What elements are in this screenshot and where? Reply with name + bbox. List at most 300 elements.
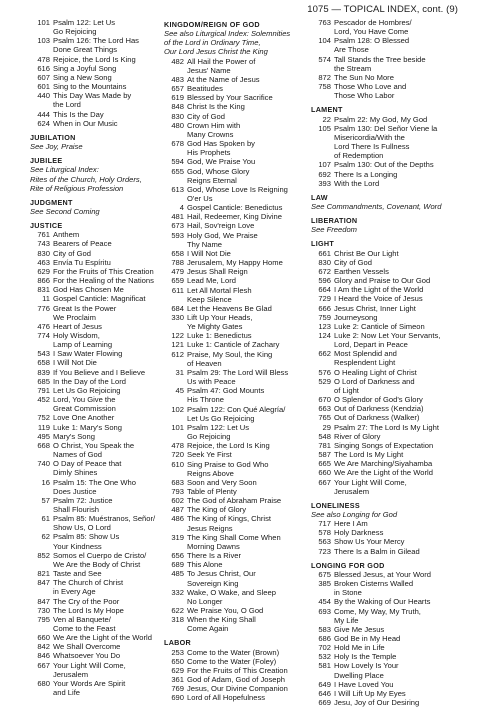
- entry-line: [311, 267, 461, 276]
- index-entry: [30, 597, 158, 606]
- entry-line: [164, 304, 306, 313]
- hymn-title: The God of Abraham Praise: [187, 496, 282, 506]
- hymn-title: Luke 2: Canticle of Simeon: [334, 321, 425, 331]
- entry-line: [311, 322, 461, 331]
- hymn-number: 678: [171, 139, 184, 149]
- index-entry: [164, 304, 306, 313]
- hymn-title: Heart of Jesus: [53, 321, 102, 331]
- index-entry: [311, 395, 461, 404]
- entry-line: [164, 666, 306, 675]
- entry-line: [30, 331, 158, 340]
- hymn-number: 781: [318, 440, 331, 450]
- index-entry: [311, 597, 461, 606]
- hymn-title: At the Name of Jesus: [187, 74, 260, 84]
- topic-heading: JUBILATION: [30, 132, 76, 142]
- hymn-title: Holy Darkness: [334, 528, 384, 538]
- hymn-number: 45: [175, 386, 184, 396]
- index-entry: [30, 249, 158, 258]
- entry-line: [30, 532, 158, 541]
- hymn-number: 720: [171, 450, 184, 460]
- entry-line: [164, 693, 306, 702]
- hymn-number: 104: [318, 36, 331, 46]
- hymn-title-continued: Lord, You Have Come: [334, 27, 409, 37]
- hymn-number: 532: [318, 652, 331, 662]
- entry-line: [311, 432, 461, 441]
- entry-line: [164, 157, 306, 166]
- hymn-number: 848: [171, 102, 184, 112]
- hymn-title: If You Believe and I Believe: [53, 367, 146, 377]
- hymn-title: God Be in My Head: [334, 634, 401, 643]
- hymn-title: O Healing Light of Christ: [334, 367, 417, 377]
- entry-line: [30, 18, 158, 27]
- index-entry: [30, 569, 158, 578]
- entry-line: [311, 170, 461, 179]
- hymn-number: 105: [318, 123, 331, 133]
- index-entry: [164, 258, 306, 267]
- hymn-number: 670: [318, 395, 331, 405]
- index-entry: [311, 441, 461, 450]
- entry-line: [311, 643, 461, 652]
- hymn-title-continued: Lord There Is Fullness: [334, 142, 410, 152]
- index-entry: [164, 340, 306, 349]
- hymn-number: 119: [37, 422, 50, 432]
- hymn-number: 646: [318, 688, 331, 698]
- entry-line: [164, 551, 306, 560]
- entry-line: [311, 294, 461, 303]
- index-entry: [164, 684, 306, 693]
- hymn-title: Table of Plenty: [187, 486, 237, 496]
- entry-line: [164, 675, 306, 684]
- topic-heading: LABOR: [164, 638, 192, 648]
- hymn-title: Whatsoever You Do: [53, 651, 121, 661]
- index-entry: [164, 75, 306, 84]
- index-entry: [30, 258, 158, 267]
- page-header: 1075 — TOPICAL INDEX, cont. (9): [307, 4, 458, 15]
- index-entry: [164, 569, 306, 587]
- index-entry: [164, 185, 306, 203]
- index-entry: [30, 615, 158, 633]
- hymn-title: The King of Glory: [187, 505, 247, 515]
- index-entry: [30, 459, 158, 477]
- hymn-number: 548: [318, 431, 331, 441]
- hymn-title: We Are Marching/Siyahamba: [334, 459, 433, 469]
- hymn-title-continued: in Stone: [334, 588, 362, 598]
- hymn-number: 666: [318, 303, 331, 313]
- hymn-number: 319: [171, 532, 184, 542]
- hymn-title: God of Adam, God of Joseph: [187, 675, 285, 685]
- hymn-number: 253: [171, 647, 184, 657]
- note-line: See Second Coming: [30, 206, 100, 216]
- hymn-title: Psalm 126: The Lord Has: [53, 36, 139, 46]
- index-entry: [311, 459, 461, 468]
- hymn-number: 481: [171, 212, 184, 222]
- hymn-number: 444: [37, 109, 50, 119]
- spacer: [30, 151, 158, 154]
- hymn-number: 454: [318, 597, 331, 607]
- entry-line: [164, 121, 306, 130]
- entry-line: [30, 642, 158, 651]
- hymn-title-continued: Those Who Labor: [334, 91, 395, 101]
- hymn-title: The King Shall Come When: [187, 532, 281, 542]
- note-line: See Freedom: [311, 225, 358, 235]
- spacer: [311, 188, 461, 191]
- hymn-title: Gospel Canticle: Magnificat: [53, 294, 146, 304]
- index-entry: [311, 450, 461, 459]
- hymn-number: 649: [318, 679, 331, 689]
- index-entry: [311, 432, 461, 441]
- entry-line: [311, 423, 461, 432]
- index-entry: [30, 651, 158, 660]
- hymn-number: 102: [171, 404, 184, 414]
- hymn-number: 11: [42, 294, 50, 304]
- see-also-note: [164, 29, 306, 56]
- index-entry: [164, 560, 306, 569]
- hymn-title-continued: Many Crowns: [187, 129, 234, 139]
- hymn-number: 680: [37, 678, 50, 688]
- hymn-number: 675: [318, 569, 331, 579]
- index-entry: [311, 160, 461, 169]
- hymn-number: 830: [37, 248, 50, 258]
- hymn-title: There Is a Longing: [334, 169, 398, 179]
- index-entry: [164, 57, 306, 75]
- hymn-title-continued: Shall Flourish: [53, 504, 100, 514]
- entry-line: [164, 368, 306, 377]
- index-entry: [311, 680, 461, 689]
- hymn-number: 660: [37, 633, 50, 643]
- index-entry: [311, 698, 461, 707]
- hymn-title: Lord, You Give the: [53, 395, 116, 405]
- hymn-number: 622: [171, 606, 184, 615]
- hymn-number: 581: [318, 661, 331, 671]
- index-entry: [164, 313, 306, 331]
- hymn-title-continued: Dimly Shines: [53, 468, 98, 478]
- hymn-title: Psalm 130: Out of the Depths: [334, 160, 434, 170]
- entry-line: [164, 441, 306, 450]
- hymn-title: Psalm 72: Justice: [53, 495, 113, 505]
- entry-line: [30, 377, 158, 386]
- hymn-title-continued: Morning Dawns: [187, 541, 240, 551]
- entry-line: [30, 304, 158, 313]
- hymn-title: The Cry of the Poor: [53, 596, 120, 606]
- index-entry: [311, 652, 461, 661]
- hymn-number: 593: [171, 230, 184, 240]
- hymn-number: 660: [318, 468, 331, 478]
- hymn-title: Psalm 47: God Mounts: [187, 386, 265, 396]
- note-line: Our Lord Jesus Christ the King: [164, 47, 268, 57]
- index-entry: [311, 73, 461, 82]
- entry-line: [164, 405, 306, 414]
- hymn-number: 658: [37, 358, 50, 368]
- note-line: Rites of the Church, Holy Orders,: [30, 174, 142, 184]
- spacer: [311, 496, 461, 499]
- entry-line: [30, 578, 158, 587]
- index-entry: [164, 331, 306, 340]
- hymn-title-continued: Go Rejoicing: [187, 432, 231, 442]
- hymn-title: Give Me Jesus: [334, 624, 385, 634]
- hymn-title-continued: Let Us Go Rejoicing: [187, 413, 255, 423]
- hymn-number: 656: [171, 551, 184, 561]
- entry-line: [164, 75, 306, 84]
- entry-line: [311, 607, 461, 616]
- entry-line: [164, 386, 306, 395]
- entry-line: [30, 651, 158, 660]
- hymn-number: 440: [37, 91, 50, 101]
- hymn-title: Envía Tu Espíritu: [53, 257, 111, 267]
- index-entry: [164, 139, 306, 157]
- hymn-number: 543: [37, 349, 50, 359]
- hymn-title: Earthen Vessels: [334, 266, 389, 276]
- index-entry: [30, 386, 158, 395]
- hymn-number: 612: [171, 349, 184, 359]
- index-entry: [164, 657, 306, 666]
- hymn-title: Christ Be Our Light: [334, 248, 399, 258]
- index-entry: [311, 643, 461, 652]
- index-entry: [164, 487, 306, 496]
- hymn-number: 658: [171, 248, 184, 258]
- index-entry: [30, 349, 158, 358]
- hymn-title: Holy Is the Temple: [334, 652, 397, 662]
- hymn-number: 31: [175, 367, 184, 377]
- hymn-number: 57: [41, 495, 50, 505]
- entry-line: [164, 423, 306, 432]
- hymn-number: 684: [171, 303, 184, 313]
- topic-heading: LONGING FOR GOD: [311, 560, 385, 570]
- hymn-title: God, Whose Love Is Reigning: [187, 184, 288, 194]
- hymn-number: 672: [318, 266, 331, 276]
- index-entry: [30, 514, 158, 532]
- hymn-number: 29: [322, 422, 331, 432]
- index-entry: [30, 441, 158, 459]
- index-entry: [311, 404, 461, 413]
- hymn-title: Sing to the Mountains: [53, 82, 127, 92]
- index-entry: [30, 358, 158, 367]
- hymn-title-continued: Are Those: [334, 45, 369, 55]
- hymn-title: I Saw Water Flowing: [53, 349, 123, 359]
- topic-heading: LAMENT: [311, 105, 343, 115]
- hymn-title: River of Glory: [334, 431, 381, 441]
- entry-line: [164, 276, 306, 285]
- hymn-number: 774: [37, 331, 50, 340]
- entry-line: [164, 84, 306, 93]
- index-entry: [311, 689, 461, 698]
- hymn-number: 667: [37, 660, 50, 670]
- entry-line: [311, 459, 461, 468]
- hymn-title: Somos el Cuerpo de Cristo/: [53, 550, 147, 560]
- hymn-number: 101: [171, 422, 184, 432]
- index-entry: [311, 276, 461, 285]
- entry-line: [30, 478, 158, 487]
- entry-line: [311, 404, 461, 413]
- hymn-number: 485: [171, 569, 184, 579]
- hymn-number: 655: [171, 166, 184, 176]
- entry-line: [30, 82, 158, 91]
- hymn-number: 629: [171, 665, 184, 675]
- hymn-title: Psalm 85: Show Us: [53, 532, 120, 542]
- hymn-title: Praise, My Soul, the King: [187, 349, 273, 359]
- index-entry: [311, 368, 461, 377]
- index-entry: [311, 579, 461, 597]
- index-entry: [311, 82, 461, 100]
- hymn-title: City of God: [53, 248, 91, 258]
- spacer: [311, 100, 461, 103]
- index-entry: [30, 285, 158, 294]
- entry-line: [311, 579, 461, 588]
- hymn-title-continued: Reigns Eternal: [187, 175, 237, 185]
- hymn-number: 842: [37, 642, 50, 652]
- hymn-title-continued: Done Great Things: [53, 45, 118, 55]
- hymn-title-continued: O'er Us: [187, 193, 213, 203]
- note-line: See Liturgical Index:: [30, 165, 99, 175]
- hymn-number: 740: [37, 459, 50, 469]
- index-entry: [311, 349, 461, 367]
- hymn-title-continued: Sovereign King: [187, 578, 239, 588]
- entry-line: [30, 239, 158, 248]
- entry-line: [164, 606, 306, 615]
- hymn-title: Taste and See: [53, 569, 102, 579]
- index-entry: [164, 551, 306, 560]
- index-entry: [30, 119, 158, 128]
- note-line: See Commandments, Covenant, Word: [311, 201, 442, 211]
- topic-heading: JUSTICE: [30, 221, 63, 231]
- index-entry: [311, 661, 461, 679]
- hymn-number: 743: [37, 239, 50, 249]
- entry-line: [311, 349, 461, 358]
- topic-heading: LIGHT: [311, 239, 335, 249]
- hymn-title-continued: Go Rejoicing: [53, 27, 97, 37]
- see-also-note: [30, 142, 158, 151]
- entry-line: [164, 185, 306, 194]
- hymn-title: Luke 1: Benedictus: [187, 331, 252, 341]
- index-entry: [164, 221, 306, 230]
- hymn-title-continued: Names of God: [53, 450, 102, 460]
- topic-heading: JUBILEE: [30, 156, 63, 166]
- hymn-title: O Day of Peace that: [53, 459, 122, 469]
- hymn-title: Sing a Joyful Song: [53, 63, 117, 73]
- hymn-number: 759: [318, 312, 331, 322]
- entry-line: [311, 55, 461, 64]
- hymn-title: Psalm 130: Del Señor Viene la: [334, 123, 438, 133]
- index-entry: [30, 423, 158, 432]
- index-entry: [30, 91, 158, 109]
- hymn-title: Psalm 128: O Blessed: [334, 36, 410, 46]
- hymn-number: 452: [37, 395, 50, 405]
- hymn-title-continued: the Stream: [334, 63, 372, 73]
- hymn-number: 657: [171, 84, 184, 94]
- index-entry: [30, 377, 158, 386]
- index-entry: [164, 496, 306, 505]
- hymn-title: Soon and Very Soon: [187, 477, 257, 487]
- hymn-number: 629: [37, 266, 50, 276]
- hymn-title: Anthem: [53, 230, 80, 240]
- entry-line: [164, 286, 306, 295]
- hymn-title: Lead Me, Lord: [187, 276, 236, 286]
- hymn-number: 659: [171, 276, 184, 286]
- hymn-number: 611: [171, 285, 184, 295]
- hymn-number: 730: [37, 605, 50, 615]
- entry-line: [311, 450, 461, 459]
- hymn-number: 330: [171, 313, 184, 322]
- hymn-title: Psalm 27: The Lord Is My Light: [334, 422, 439, 432]
- entry-line: [30, 73, 158, 82]
- index-entry: [164, 648, 306, 657]
- hymn-title: In the Day of the Lord: [53, 376, 127, 386]
- topic-heading: LAW: [311, 192, 328, 202]
- hymn-title: This Alone: [187, 560, 223, 570]
- index-entry: [30, 82, 158, 91]
- hymn-title: Pescador de Hombres/: [334, 18, 412, 27]
- hymn-title-continued: the Lord: [53, 100, 81, 110]
- hymn-number: 769: [171, 684, 184, 694]
- hymn-title: Luke 1: Canticle of Zachary: [187, 340, 280, 350]
- index-column-1: [30, 18, 158, 697]
- entry-line: [311, 652, 461, 661]
- hymn-number: 495: [37, 431, 50, 441]
- index-entry: [30, 331, 158, 349]
- entry-line: [30, 358, 158, 367]
- entry-line: [311, 368, 461, 377]
- entry-line: [311, 73, 461, 82]
- hymn-number: 661: [318, 248, 331, 258]
- hymn-number: 683: [171, 477, 184, 487]
- spacer: [311, 556, 461, 559]
- hymn-title: Psalm 122: Let Us: [187, 422, 250, 432]
- index-entry: [311, 18, 461, 36]
- hymn-title: Rejoice, the Lord Is King: [53, 54, 136, 64]
- hymn-number: 793: [171, 486, 184, 496]
- hymn-number: 668: [37, 440, 50, 450]
- hymn-number: 607: [37, 72, 50, 82]
- entry-line: [30, 386, 158, 395]
- entry-line: [164, 684, 306, 693]
- index-entry: [164, 121, 306, 139]
- hymn-title: How Lovely Is Your: [334, 661, 399, 671]
- entry-line: [311, 160, 461, 169]
- topic-heading: LIBERATION: [311, 216, 358, 226]
- entry-line: [311, 441, 461, 450]
- hymn-title-continued: Great Commission: [53, 404, 116, 414]
- entry-line: [311, 528, 461, 537]
- index-entry: [311, 570, 461, 579]
- see-also-note: [311, 510, 461, 519]
- hymn-title: When the King Shall: [187, 615, 256, 625]
- entry-line: [311, 179, 461, 188]
- hymn-number: 22: [322, 114, 331, 124]
- index-entry: [164, 267, 306, 276]
- index-entry: [30, 294, 158, 303]
- index-column-2: [164, 18, 306, 703]
- see-also-note: [311, 202, 461, 211]
- hymn-number: 578: [318, 528, 331, 538]
- index-entry: [311, 607, 461, 625]
- hymn-number: 791: [37, 385, 50, 395]
- index-entry: [164, 423, 306, 441]
- index-entry: [311, 547, 461, 556]
- hymn-title: There Is a River: [187, 551, 242, 561]
- hymn-title: There Is a Balm in Gilead: [334, 546, 420, 556]
- hymn-title-continued: Jesus' Name: [187, 65, 231, 75]
- entry-line: [311, 547, 461, 556]
- index-entry: [30, 276, 158, 285]
- entry-line: [311, 258, 461, 267]
- index-entry: [311, 528, 461, 537]
- hymn-title: Great Is the Power: [53, 303, 117, 313]
- entry-line: [164, 514, 306, 523]
- hymn-number: 61: [41, 514, 50, 524]
- entry-line: [30, 64, 158, 73]
- index-entry: [164, 450, 306, 459]
- index-entry: [311, 423, 461, 432]
- hymn-title-continued: My Life: [334, 615, 359, 625]
